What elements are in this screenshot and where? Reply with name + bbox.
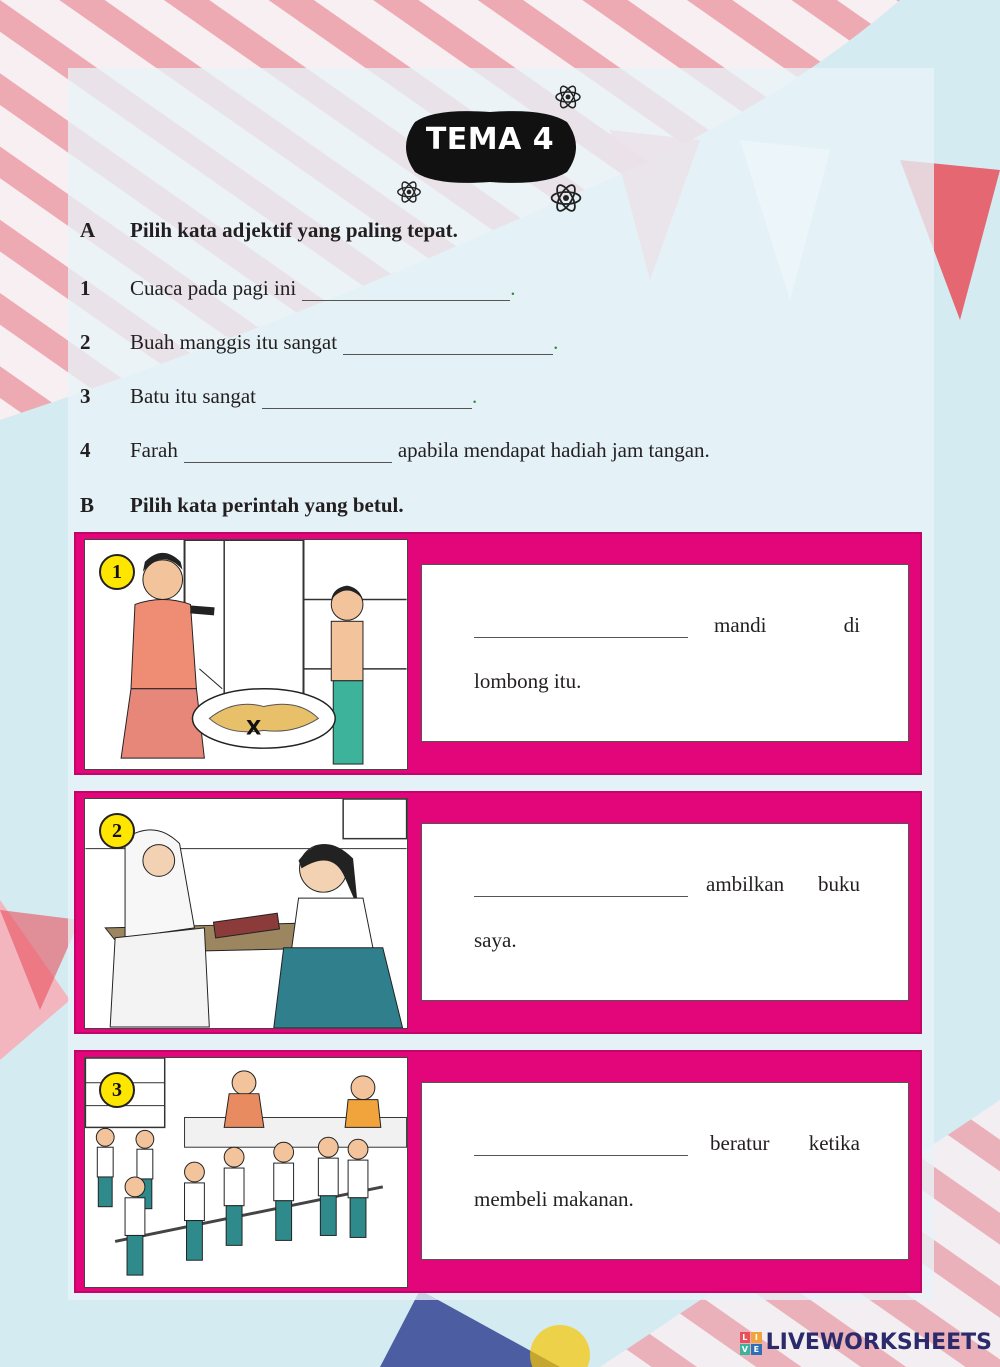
sentence-word: beratur: [710, 1131, 770, 1155]
sentence-line-2: membeli makanan.: [474, 1187, 634, 1211]
exercise-card: [74, 532, 922, 775]
question-row: [80, 384, 477, 409]
illustration-ask-book: [84, 798, 408, 1029]
question-row: [80, 438, 710, 463]
answer-box: [421, 823, 909, 1001]
sentence-word: ambilkan: [706, 872, 785, 896]
question-text: Buah manggis itu sangat: [130, 330, 338, 354]
liveworksheets-logo[interactable]: [740, 1330, 992, 1355]
answer-blank[interactable]: [262, 390, 472, 409]
sentence-line-2: saya.: [474, 928, 517, 952]
sentence-word: di: [843, 613, 860, 637]
answer-blank[interactable]: [184, 444, 392, 463]
illustration-queue-canteen: [84, 1057, 408, 1288]
sentence-word: buku: [818, 872, 860, 896]
sentence-line-1: [474, 872, 860, 898]
answer-blank[interactable]: [302, 282, 510, 301]
answer-blank[interactable]: [343, 336, 553, 355]
atom-icon: [548, 180, 584, 216]
question-text: Batu itu sangat: [130, 384, 256, 408]
question-number: 3: [80, 384, 91, 408]
section-b-heading: [80, 493, 404, 518]
live-icon: L I V E: [740, 1332, 762, 1354]
section-instruction: Pilih kata perintah yang betul.: [130, 493, 404, 517]
illustration-swimming-warning: [84, 539, 408, 770]
question-end: apabila mendapat hadiah jam tangan.: [397, 438, 710, 462]
sentence-line-1: [474, 1131, 860, 1157]
sentence-line-2: lombong itu.: [474, 669, 582, 693]
sentence-words: [706, 872, 860, 897]
answer-blank[interactable]: [474, 878, 688, 897]
sentence-words: [714, 613, 860, 638]
question-end: .: [553, 330, 559, 354]
atom-icon: [553, 82, 583, 112]
answer-blank[interactable]: [474, 1137, 688, 1156]
exercise-card: [74, 1050, 922, 1293]
card-number-badge: 1: [99, 554, 135, 590]
page-title: TEMA 4: [425, 122, 555, 157]
sentence-line-1: [474, 613, 860, 639]
section-letter: A: [80, 218, 96, 242]
sentence-word: mandi: [714, 613, 767, 637]
question-row: [80, 276, 515, 301]
sentence-words: [710, 1131, 860, 1156]
question-row: [80, 330, 558, 355]
x-mark: X: [246, 716, 262, 740]
question-text: Cuaca pada pagi ini: [130, 276, 297, 300]
section-a-heading: [80, 218, 458, 243]
section-letter: B: [80, 493, 95, 517]
question-end: .: [471, 384, 478, 408]
exercise-card: [74, 791, 922, 1034]
sentence-word: ketika: [808, 1131, 860, 1155]
atom-icon: [395, 178, 423, 206]
section-instruction: Pilih kata adjektif yang paling tepat.: [130, 218, 458, 242]
card-number-badge: 2: [99, 813, 135, 849]
question-number: 4: [80, 438, 91, 462]
question-end: .: [510, 276, 516, 300]
answer-box: [421, 564, 909, 742]
answer-box: [421, 1082, 909, 1260]
card-number-badge: 3: [99, 1072, 135, 1108]
question-number: 1: [80, 276, 91, 300]
question-text: Farah: [130, 438, 178, 462]
question-number: 2: [80, 330, 91, 354]
brand-name: LIVEWORKSHEETS: [765, 1330, 992, 1355]
answer-blank[interactable]: [474, 619, 688, 638]
